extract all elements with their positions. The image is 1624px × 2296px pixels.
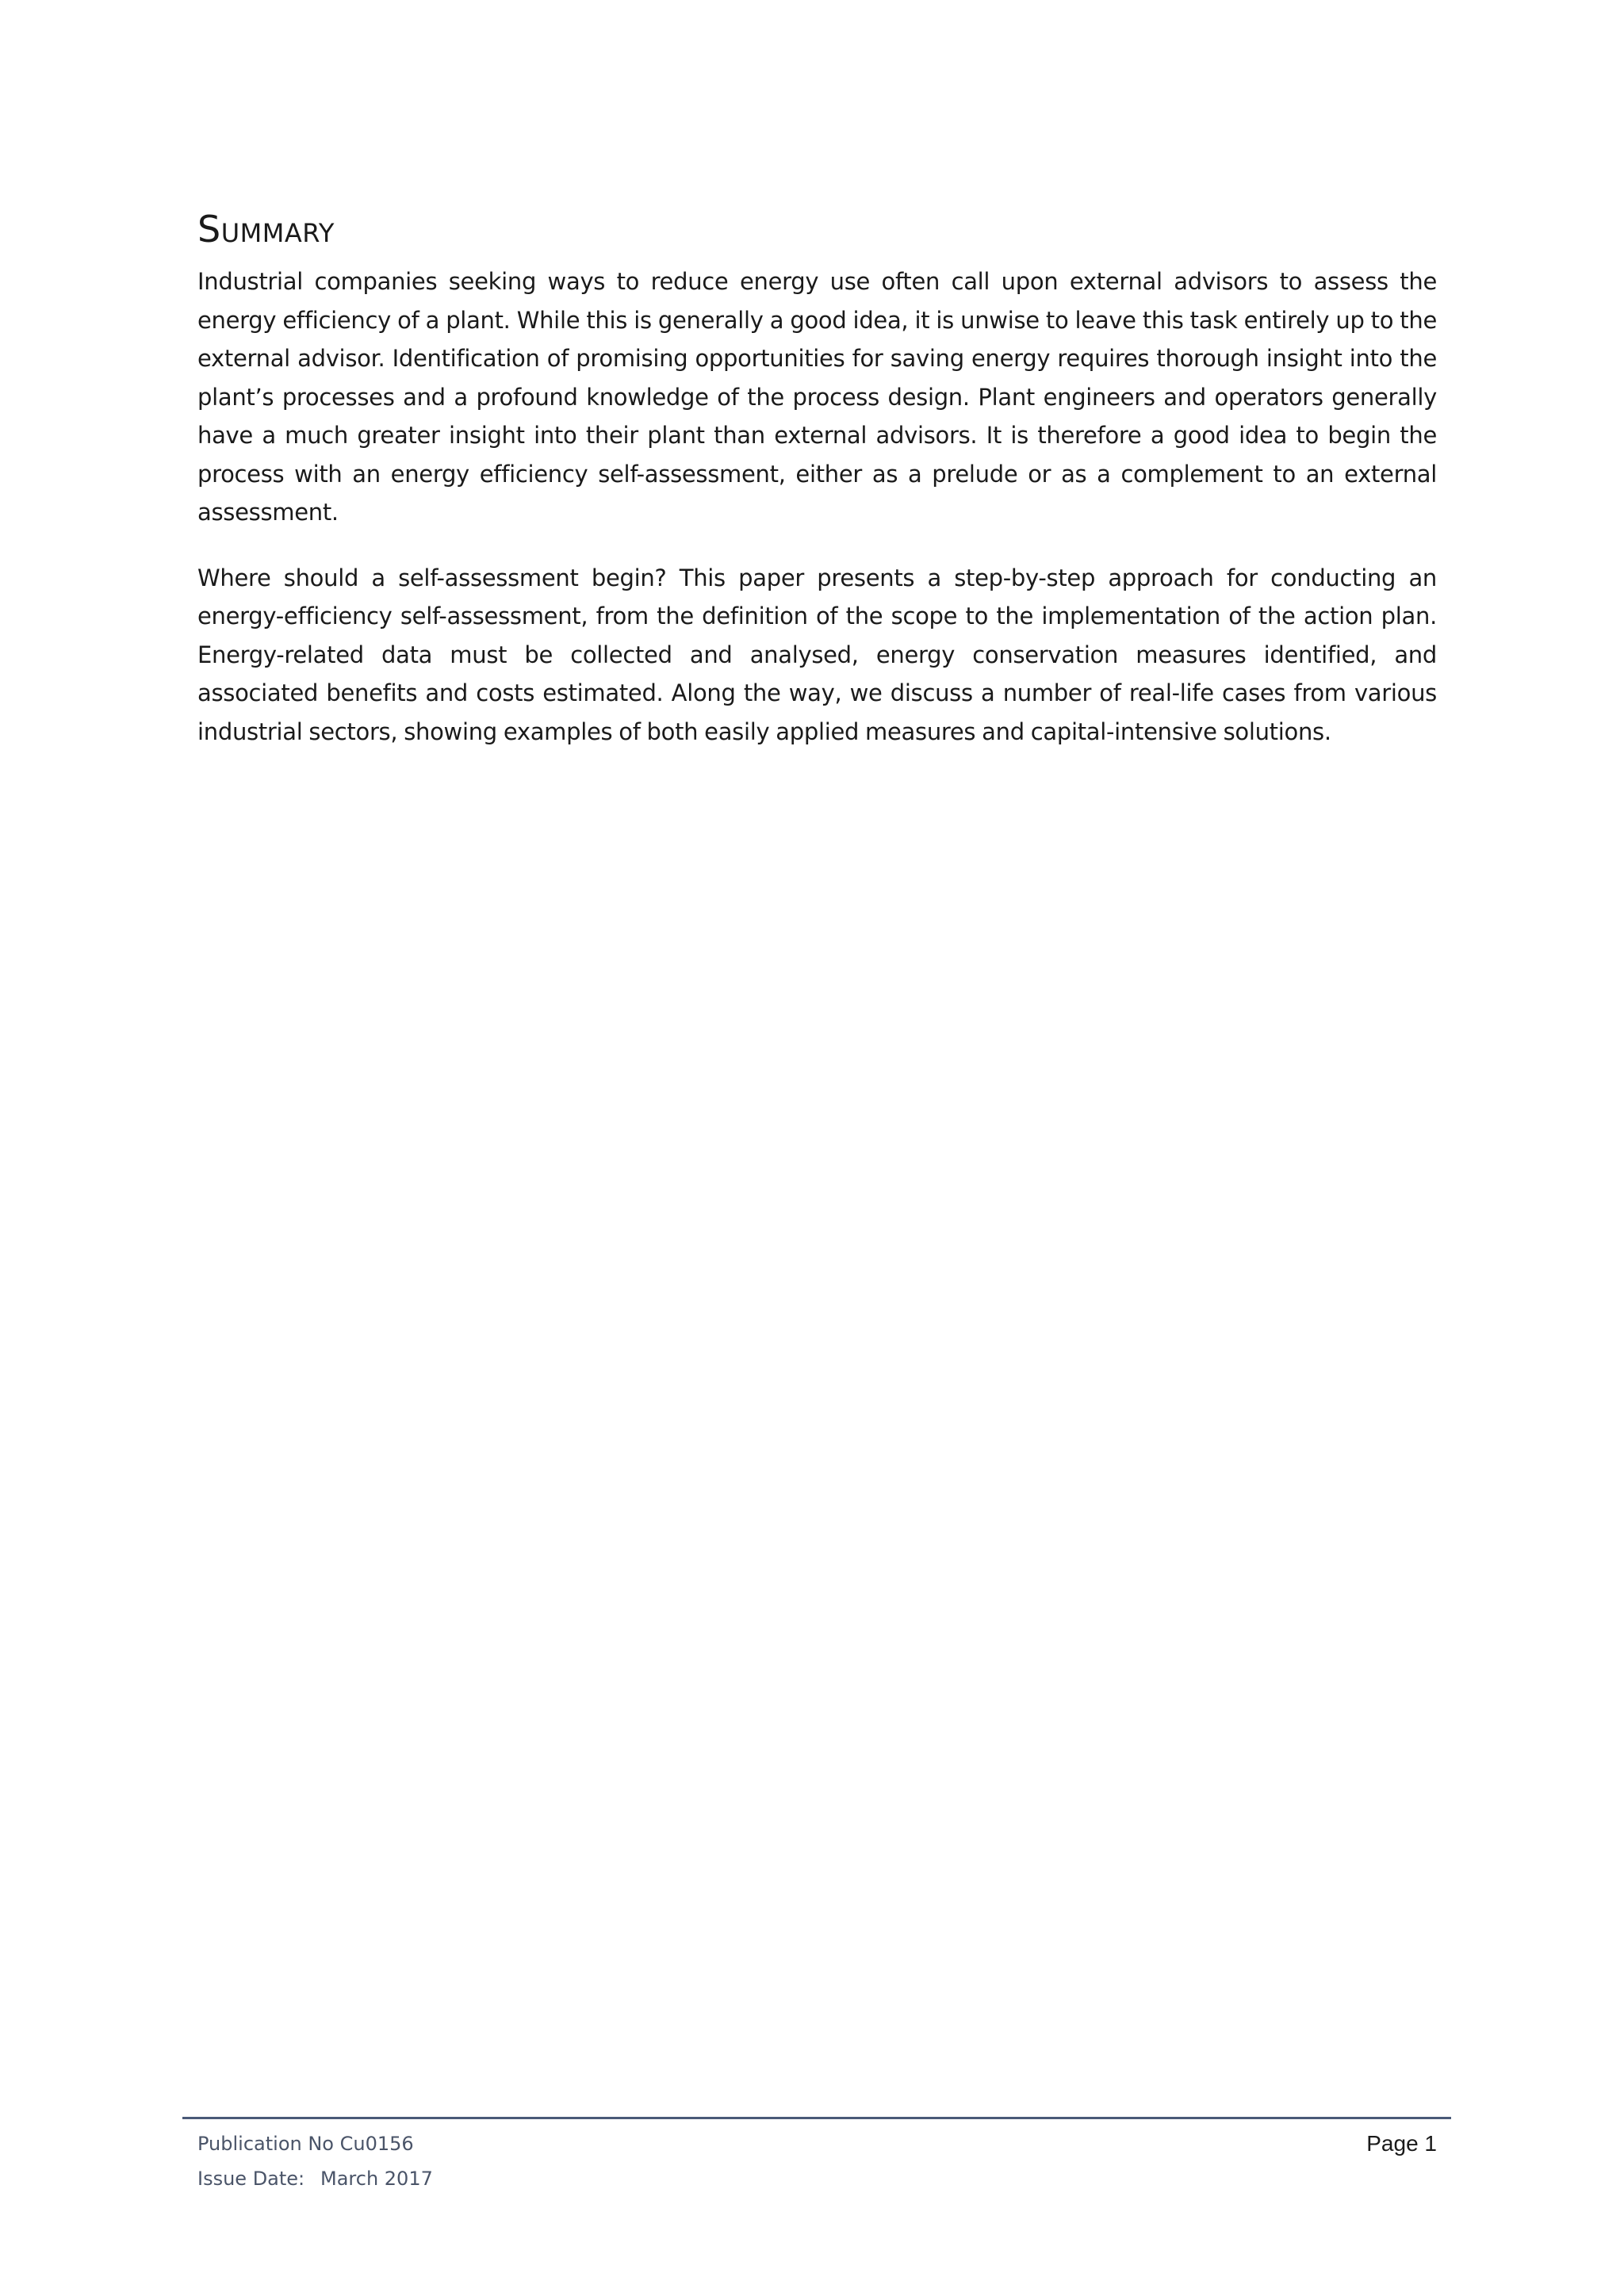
page-footer	[197, 2126, 1437, 2206]
footer-metadata	[197, 2126, 433, 2196]
section-heading: Summary	[197, 208, 335, 251]
summary-paragraph-2: Where should a self-assessment begin? This paper presents a step-by-step approach for conducting an energy-efficiency self-assessment, from the definition of the scope to the implementation of the action plan. Energy-related data must be collected and analysed, energy conservation measures identified, and associated benefits and costs estimated. Along the way, we discuss a number of real-life cases from various industrial sectors, showing examples of both easily applied measures and capital-intensive solutions.	[197, 564, 1437, 745]
issue-date-label: Issue Date:	[197, 2168, 305, 2190]
publication-number: Publication No Cu0156	[197, 2133, 414, 2155]
summary-paragraph-1: Industrial companies seeking ways to reduce energy use often call upon external advisors to assess the energy efficiency of a plant. While this is generally a good idea, it is unwise to leave this task entirely up to the external advisor. Identification of promising opportunities for saving energy requires thorough insight into the plant’s processes and a profound knowledge of the process design. Plant engineers and operators generally have a much greater insight into their plant than external advisors. It is therefore a good idea to begin the process with an energy efficiency self-assessment, either as a prelude or as a complement to an external assessment.	[197, 268, 1437, 526]
footer-divider	[182, 2117, 1451, 2119]
issue-date-row	[197, 2161, 433, 2196]
issue-date-value: March 2017	[320, 2168, 433, 2190]
page-number: Page 1	[1366, 2131, 1437, 2156]
document-body	[197, 208, 1437, 778]
